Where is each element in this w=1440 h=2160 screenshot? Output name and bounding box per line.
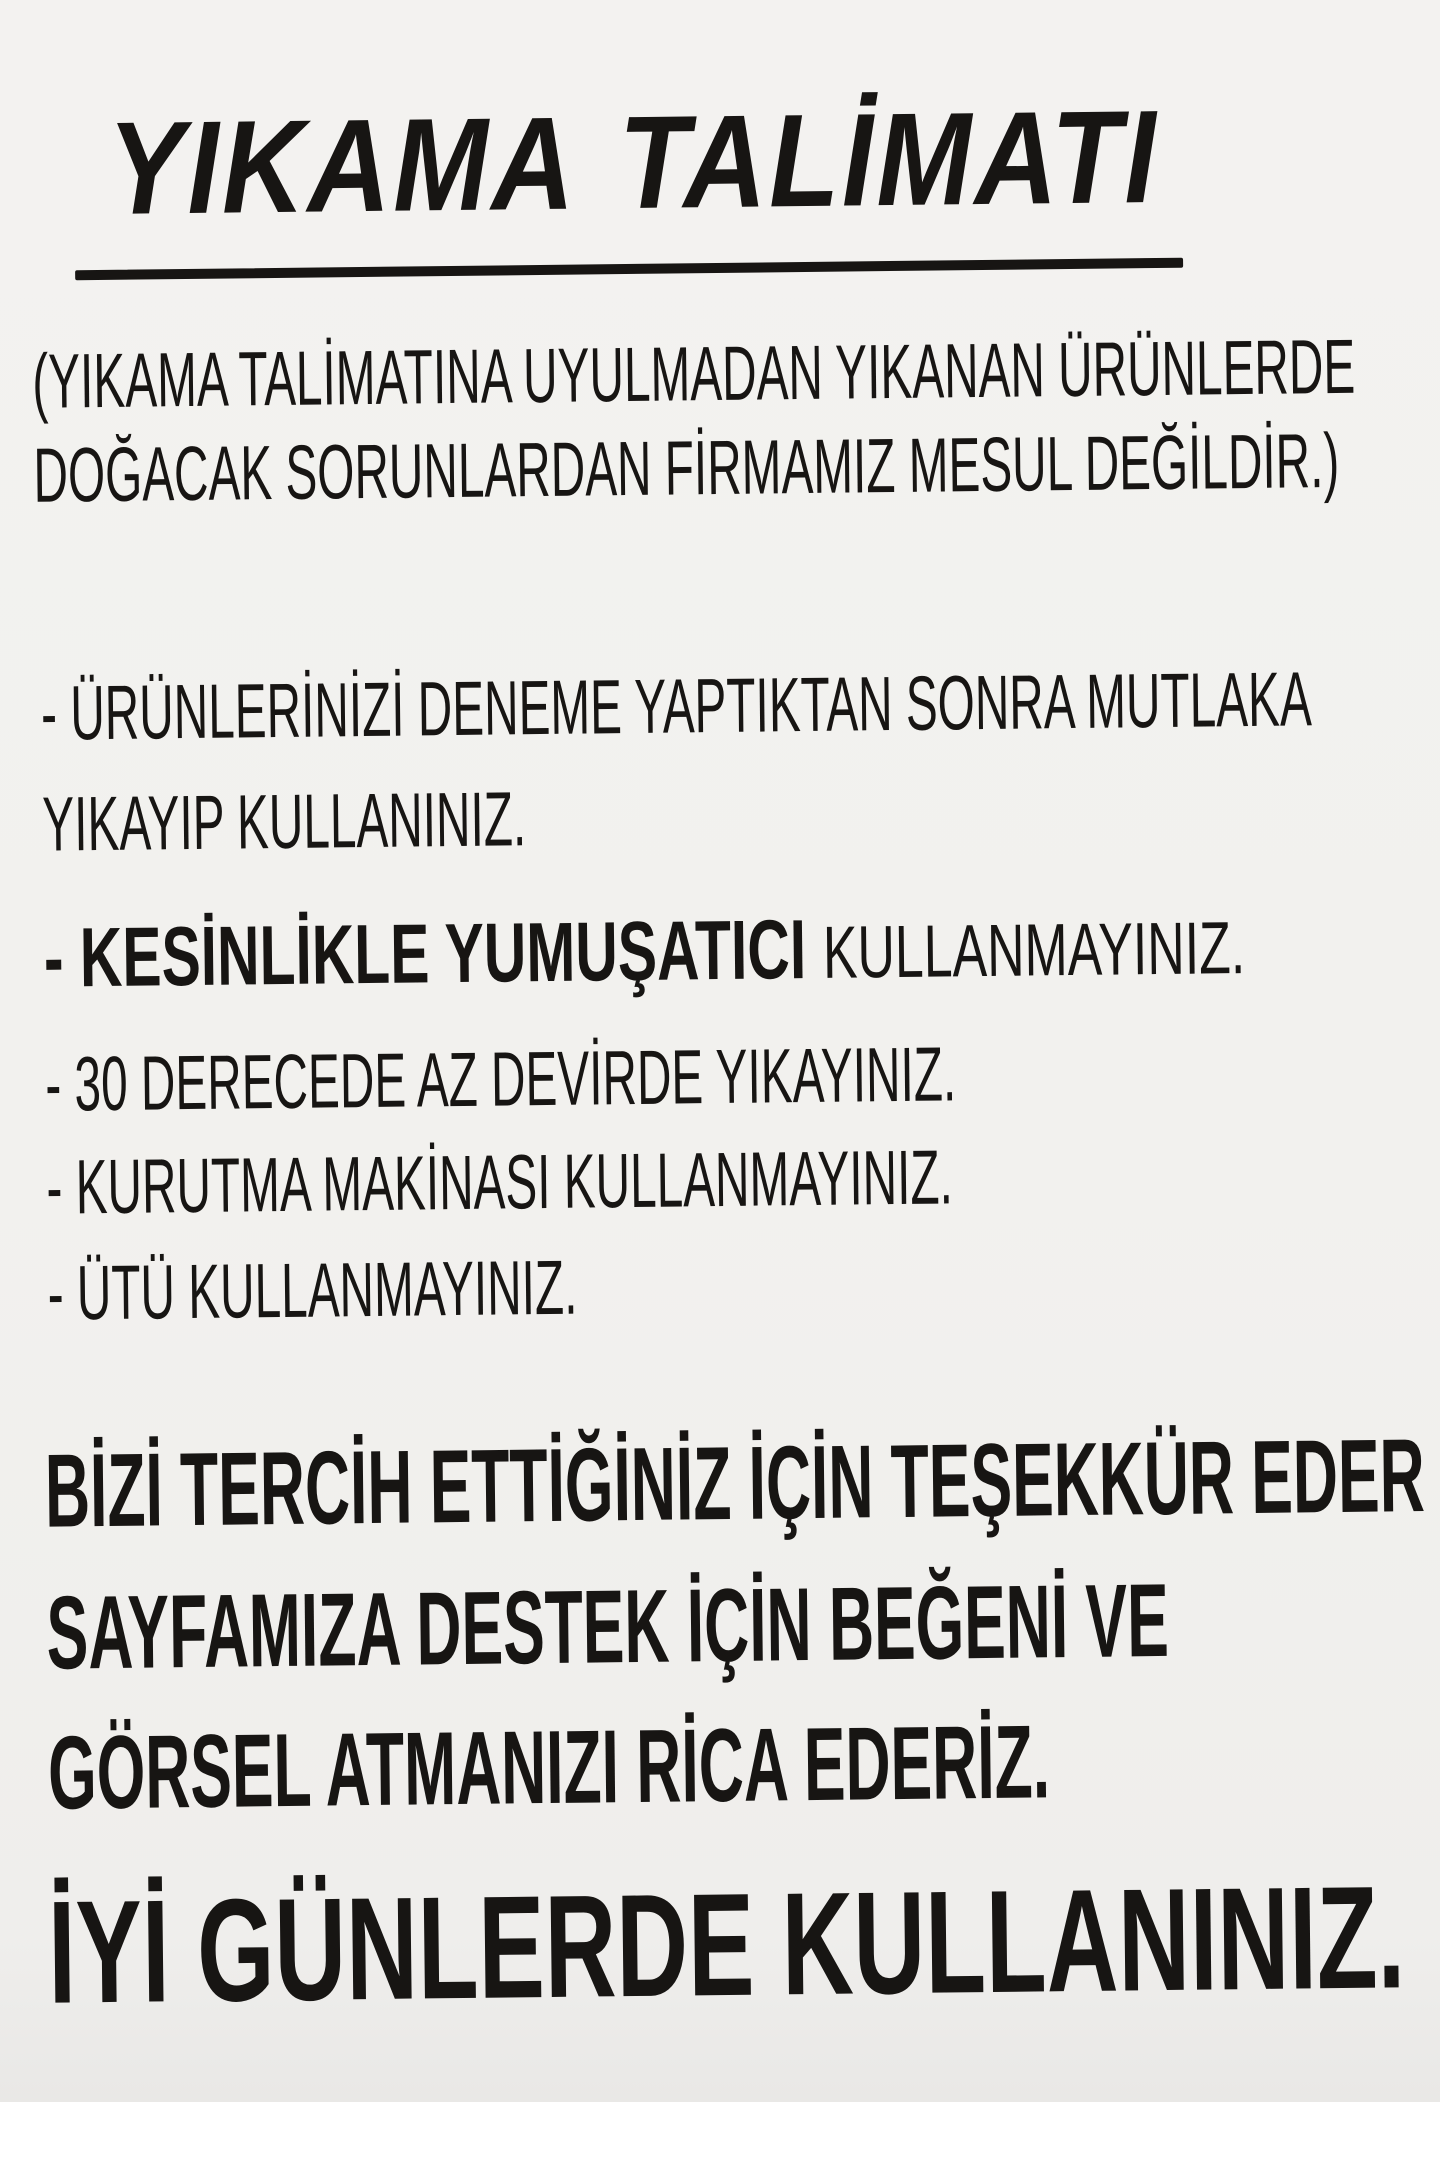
- thanks-line-2: SAYFAMIZA DESTEK İÇİN BEĞENİ VE: [45, 1562, 1170, 1692]
- instruction-5: - ÜTÜ KULLANMAYINIZ.: [47, 1244, 578, 1337]
- instruction-2-rest: KULLANMAYINIZ.: [822, 906, 1246, 994]
- thanks-line-3: GÖRSEL ATMANIZI RİCA EDERİZ.: [47, 1704, 1051, 1832]
- closing-line: İYİ GÜNLERDE KULLANINIZ.: [47, 1855, 1406, 2034]
- title-underline: [75, 258, 1183, 281]
- instruction-3: - 30 DERECEDE AZ DEVİRDE YIKAYINIZ.: [44, 1031, 957, 1128]
- instruction-4: - KURUTMA MAKİNASI KULLANMAYINIZ.: [46, 1134, 954, 1231]
- instruction-1-line-2: YIKAYIP KULLANINIZ.: [41, 776, 527, 868]
- document-title: YIKAMA TALİMATI: [107, 82, 1160, 242]
- thanks-line-1: BİZİ TERCİH ETTİĞİNİZ İÇİN TEŞEKKÜR EDER: [44, 1418, 1426, 1550]
- disclaimer-line-1: (YIKAMA TALİMATINA UYULMADAN YIKANAN ÜRÜNLERDE: [31, 323, 1356, 425]
- instruction-2: [43, 902, 1246, 1005]
- instruction-2-emphasis: - KESİNLİKLE YUMUŞATICI: [43, 902, 807, 1005]
- disclaimer-line-2: DOĞACAK SORUNLARDAN FİRMAMIZ MESUL DEĞİLDİR.): [32, 417, 1340, 519]
- instruction-1-line-1: - ÜRÜNLERİNİZİ DENEME YAPTIKTAN SONRA MUTLAKA: [40, 656, 1313, 757]
- photo-bottom-white-strip: [0, 2102, 1440, 2160]
